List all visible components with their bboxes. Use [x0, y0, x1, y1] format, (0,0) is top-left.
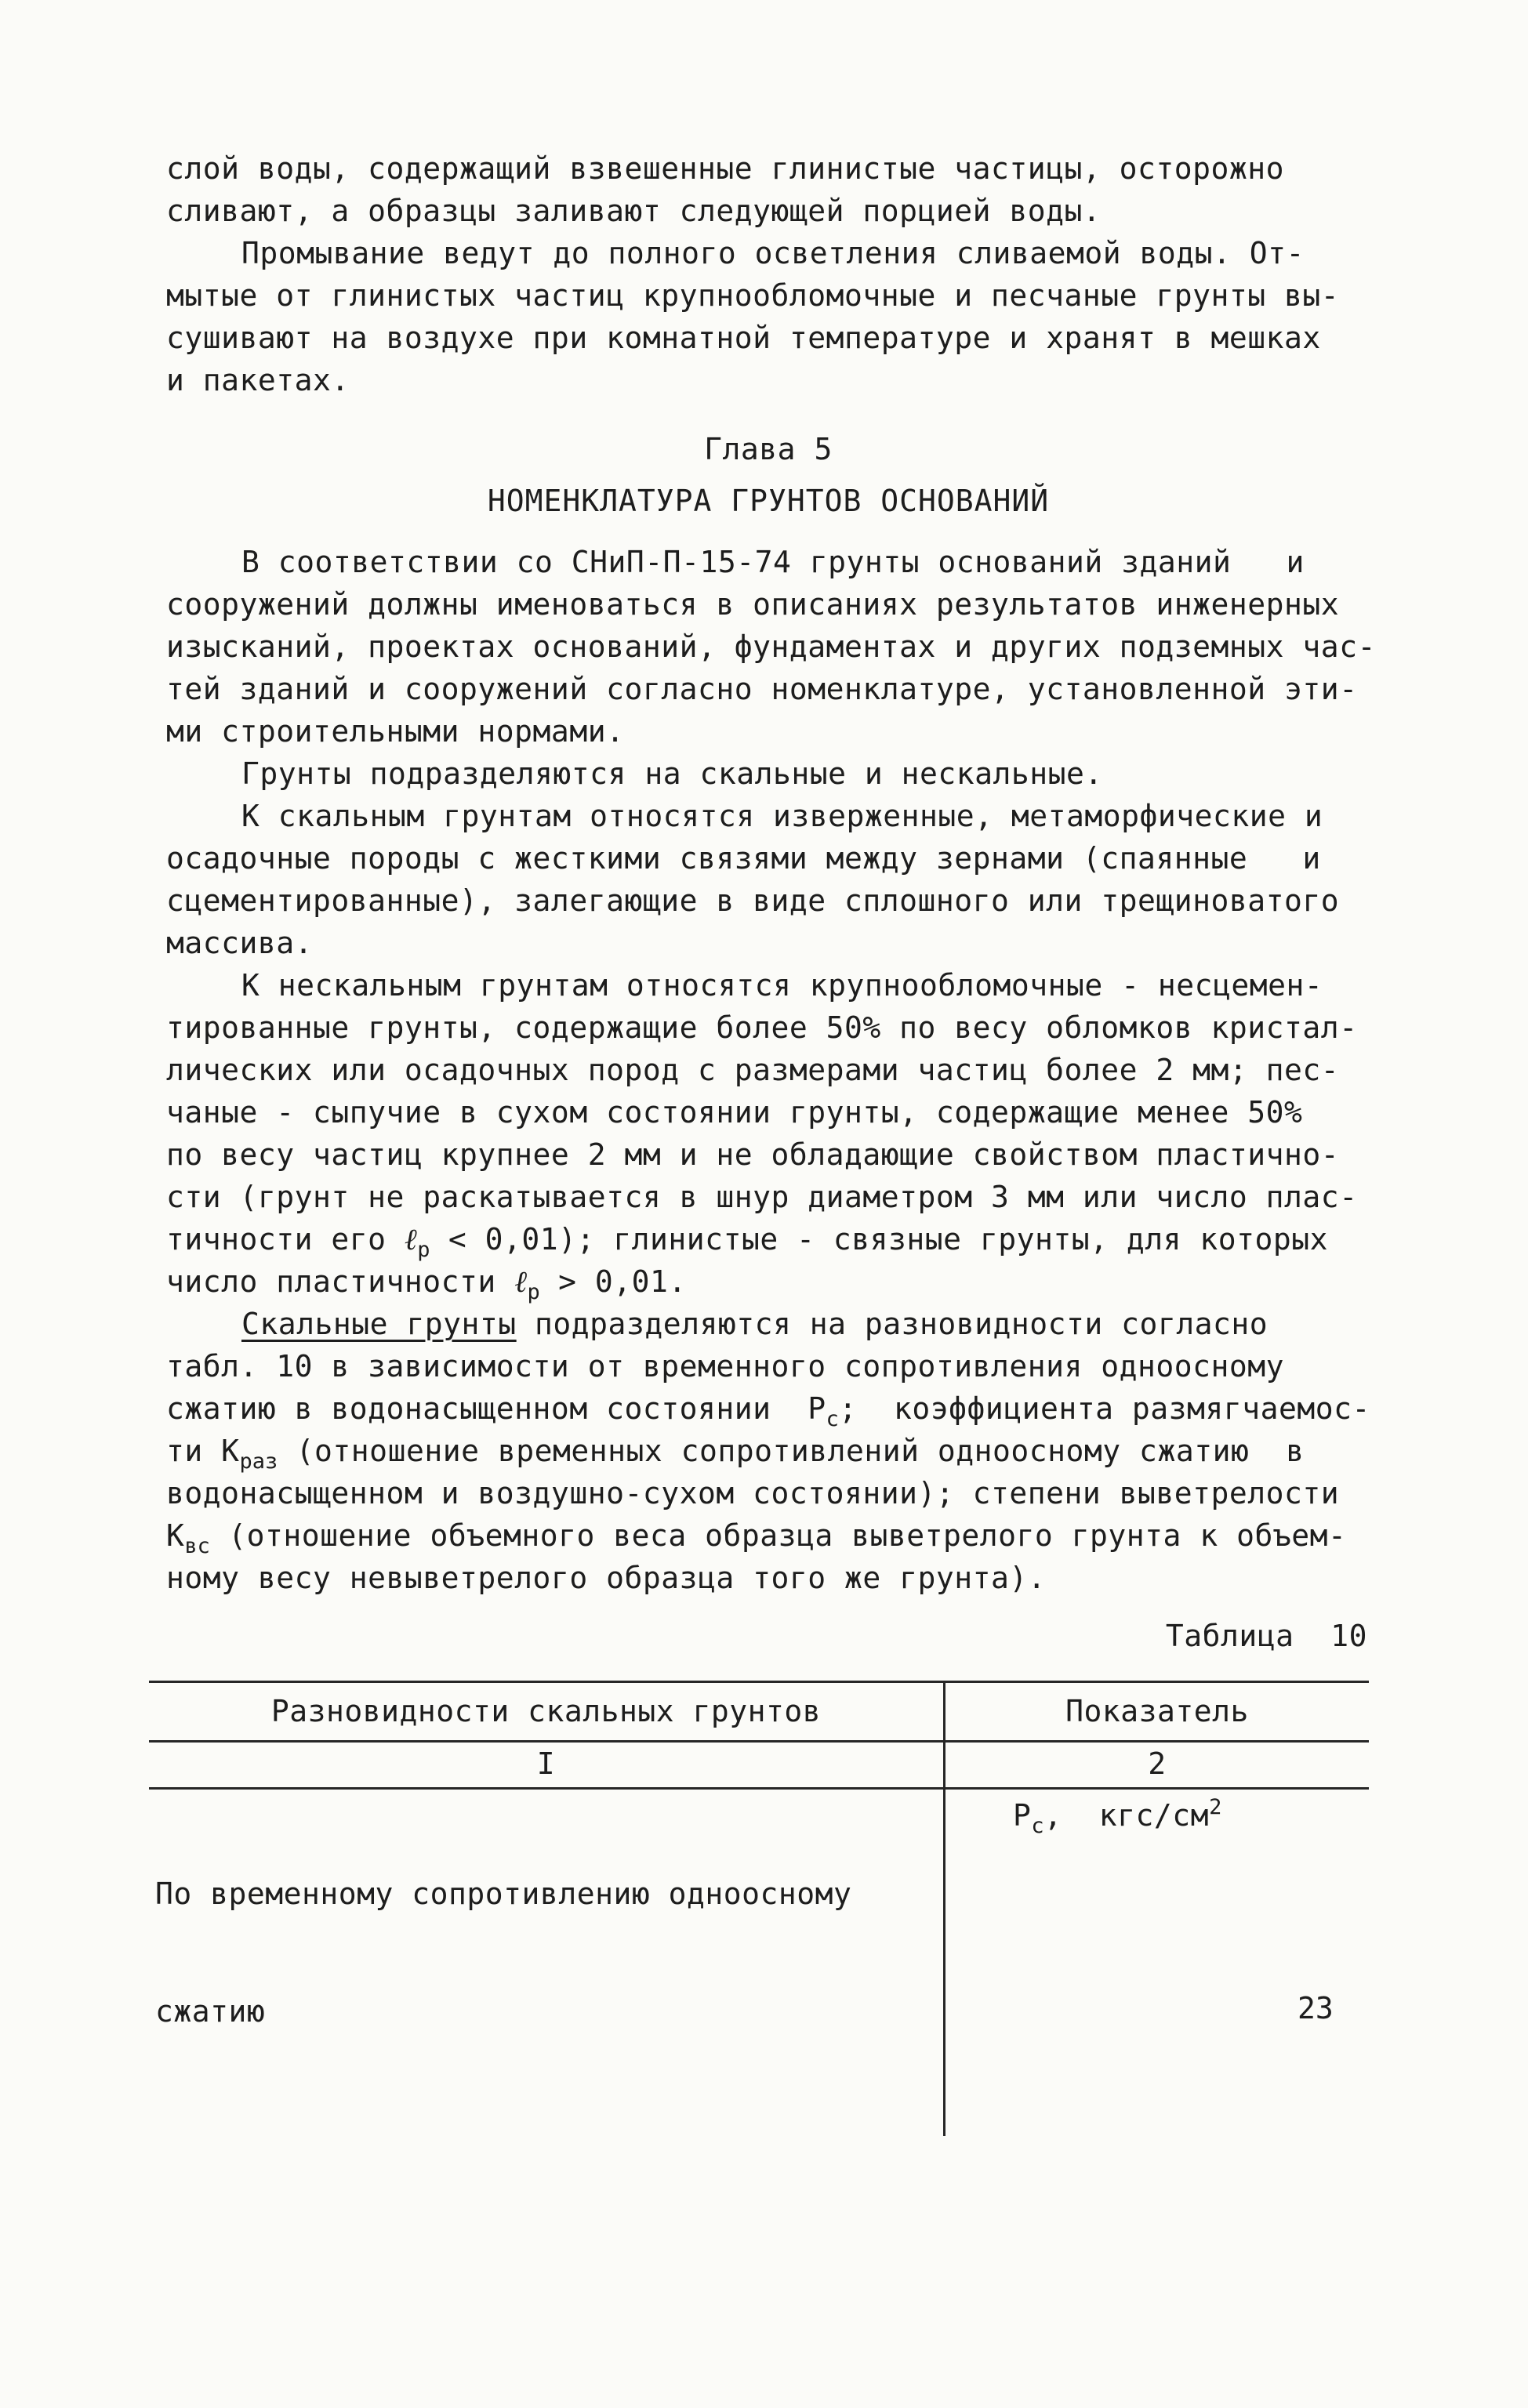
text-segment: тичности его: [166, 1222, 405, 1257]
paragraph-2: [166, 232, 1370, 401]
text-line: ми строительными нормами.: [166, 714, 625, 749]
text-line: табл. 10 в зависимости от временного сопротивления одноосному: [166, 1349, 1285, 1384]
text-line: [166, 1514, 1370, 1557]
page-content: [155, 147, 1376, 2136]
header-cell-indicator: Показатель: [1065, 1694, 1249, 1728]
page-number: 23: [1298, 1991, 1334, 2025]
text-segment: ти К: [166, 1434, 240, 1468]
text-line: [166, 1218, 1370, 1260]
text-line: Грунты подразделяются на скальные и нескальные.: [241, 756, 1103, 791]
text-line: осадочные породы с жесткими связями между зернами (спаянные и: [166, 841, 1321, 876]
text-line: [166, 1303, 1370, 1345]
paragraph-5: [166, 795, 1370, 964]
text-segment: > 0,01.: [539, 1264, 687, 1299]
table-caption: Таблица 10: [1165, 1619, 1367, 1653]
text-line: К скальным грунтам относятся изверженные, метаморфические и: [241, 799, 1323, 833]
text-segment: сжатию в водонасыщенном состоянии Р: [166, 1391, 826, 1426]
subscript-c: с: [1031, 1814, 1044, 1838]
plasticity-index-symbol: ℓ: [514, 1264, 528, 1299]
text-line: сцементированные), залегающие в виде сплошного или трещиноватого: [166, 883, 1340, 918]
indicator-units: , кгс/см: [1043, 1798, 1210, 1833]
subscript-c: с: [826, 1407, 839, 1431]
text-line: Промывание ведут до полного осветления сливаемой воды. От-: [241, 236, 1305, 270]
table-header-row: [149, 1683, 1369, 1743]
paragraph-6: [166, 964, 1370, 1303]
subscript-p: р: [417, 1238, 430, 1262]
text-segment: ; коэффициента размягчаемос-: [838, 1391, 1370, 1426]
plasticity-index-symbol: ℓ: [404, 1222, 418, 1257]
text-line: сти (грунт не раскатывается в шнур диаметром 3 мм или число плас-: [166, 1180, 1358, 1214]
column-number-row: [149, 1743, 1369, 1790]
paragraph-3: [166, 541, 1376, 752]
underlined-term: Скальные грунты: [241, 1307, 517, 1341]
chapter-label: Глава 5: [704, 432, 833, 466]
text-segment: < 0,01); глинистые - связные грунты, для которых: [430, 1222, 1329, 1257]
chapter-heading: [166, 428, 1370, 522]
column-number-1: I: [149, 1743, 945, 1787]
text-line: водонасыщенном и воздушно-сухом состоянии); степени выветрелости: [166, 1476, 1340, 1510]
chapter-title: НОМЕНКЛАТУРА ГРУНТОВ ОСНОВАНИЙ: [487, 484, 1050, 518]
subscript-raz: раз: [239, 1449, 278, 1474]
cell-criterion: [149, 1790, 945, 2136]
text-line: мытые от глинистых частиц крупнообломочные и песчаные грунты вы-: [166, 278, 1340, 313]
text-line: К нескальным грунтам относятся крупнообломочные - несцемен-: [241, 968, 1323, 1003]
text-line: по весу частиц крупнее 2 мм и не обладающие свойством пластично-: [166, 1137, 1340, 1172]
text-line: тей зданий и сооружений согласно номенклатуре, установленной эти-: [166, 672, 1358, 706]
cell-text-line: По временному сопротивлению одноосному: [155, 1877, 852, 1911]
header-cell-varieties: Разновидности скальных грунтов: [149, 1683, 945, 1740]
text-line: [166, 1260, 1370, 1303]
subscript-p: р: [527, 1280, 540, 1304]
text-line: сушивают на воздухе при комнатной температуре и хранят в мешках: [166, 321, 1321, 355]
column-number-2: 2: [1148, 1746, 1167, 1781]
text-line: и пакетах.: [166, 363, 350, 397]
text-segment: К: [166, 1518, 185, 1553]
text-line: массива.: [166, 926, 314, 960]
superscript-2: 2: [1209, 1795, 1222, 1819]
text-line: изысканий, проектах оснований, фундаментах и других подземных час-: [166, 629, 1376, 664]
text-segment: число пластичности: [166, 1264, 515, 1299]
text-line: В соответствии со СНиП-П-15-74 грунты оснований зданий и: [241, 545, 1305, 579]
text-segment: (отношение объемного веса образца выветрелого грунта к объем-: [209, 1518, 1347, 1553]
text-line: тированные грунты, содержащие более 50% по весу обломков кристал-: [166, 1010, 1358, 1045]
text-line: сливают, а образцы заливают следующей порцией воды.: [166, 194, 1102, 228]
text-line: ному весу невыветрелого образца того же грунта).: [166, 1561, 1047, 1595]
text-line: [166, 1430, 1370, 1472]
subscript-vs: вс: [184, 1534, 210, 1558]
rock-soil-varieties-table: [149, 1681, 1369, 2136]
text-line: чаные - сыпучие в сухом состоянии грунты, содержащие менее 50%: [166, 1095, 1303, 1130]
cell-indicator-value: [945, 1790, 1369, 2136]
text-line: лических или осадочных пород с размерами частиц более 2 мм; пес-: [166, 1053, 1340, 1087]
text-segment: подразделяются на разновидности согласно: [516, 1307, 1268, 1341]
text-segment: (отношение временных сопротивлений одноосному сжатию в: [278, 1434, 1305, 1468]
paragraph-7: [166, 1303, 1370, 1599]
text-line: слой воды, содержащий взвешенные глинистые частицы, осторожно: [166, 151, 1285, 186]
text-line: [166, 1387, 1370, 1430]
indicator-symbol: Р: [1013, 1798, 1032, 1833]
cell-text-line: сжатию: [155, 1994, 266, 2029]
paragraph-1: [166, 147, 1370, 232]
text-line: сооружений должны именоваться в описаниях результатов инженерных: [166, 587, 1340, 622]
paragraph-4: [166, 752, 1370, 795]
table-body-row: [149, 1790, 1369, 2136]
